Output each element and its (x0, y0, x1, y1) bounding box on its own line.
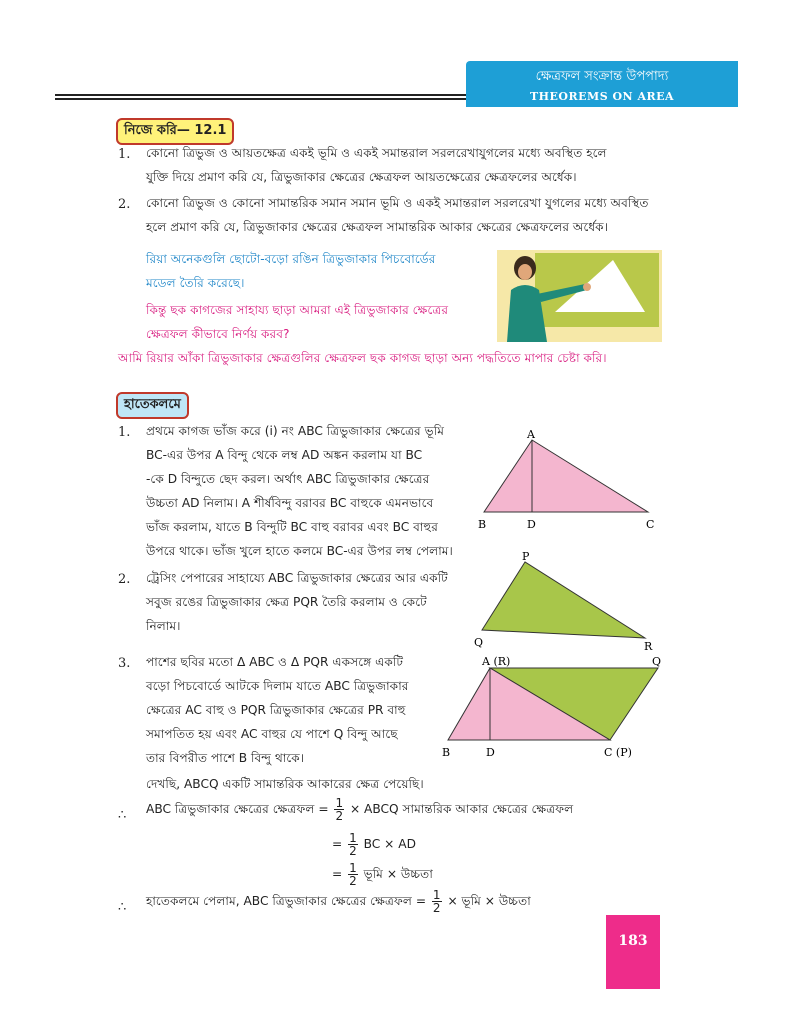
therefore-symbol: ∴ (118, 808, 127, 823)
label-q: Q (474, 636, 484, 649)
handson-item-1-line: উপরে থাকে। ভাঁজ খুলে হাতে কলমে BC-এর উপর লম্ব পেলাম। (146, 544, 453, 558)
item-number: 3. (118, 656, 131, 671)
story-blue-line2: মডেল তৈরি করেছে। (146, 276, 245, 290)
fraction-half (348, 832, 358, 857)
handson-item-2-line: নিলাম। (146, 619, 181, 633)
handson-item-2 (146, 566, 476, 638)
equation-2 (332, 832, 416, 857)
item-number: 1. (118, 425, 131, 440)
chapter-title-bengali: ক্ষেত্রফল সংক্রান্ত উপপাদ্য (535, 69, 669, 84)
label-r: R (644, 640, 653, 652)
page-number: 183 (618, 933, 648, 949)
item-number: 1. (118, 147, 131, 162)
equation-3-right: ভূমি × উচ্চতা (363, 867, 433, 881)
fraction-denominator: 2 (349, 874, 357, 888)
final-equation (146, 889, 531, 914)
handson-item-3-line: সমাপতিত হয় এবং AC বাহুর যে পাশে Q বিন্দু আছে (146, 727, 398, 741)
handson-item-1 (146, 419, 476, 563)
figure-parallelogram-abcq (438, 652, 674, 764)
label-b: B (442, 746, 451, 759)
handson-item-1-line: ভাঁজ করলাম, যাতে B বিন্দুটি BC বাহু বরাবর এবং BC বাহুর (146, 520, 438, 534)
activity-item-1-line1: কোনো ত্রিভুজ ও আয়তক্ষেত্র একই ভূমি ও একই সমান্তরাল সরলরেখাযুগলের মধ্যে অবস্থিত হলে (146, 146, 607, 160)
teacher-illustration (497, 250, 662, 342)
label-c: C (646, 518, 655, 531)
figure-triangle-pqr (470, 550, 670, 652)
fraction-half (432, 889, 442, 914)
story-pink (146, 298, 496, 346)
story-blue-line1: রিয়া অনেকগুলি ছোটো-বড়ো রঙিন ত্রিভুজাকার পিচবোর্ডের (146, 252, 436, 266)
fraction-half (334, 797, 344, 822)
handson-item-3-line: তার বিপরীত পাশে B বিন্দু থাকে। (146, 751, 305, 765)
handson-item-3-line: পাশের ছবির মতো Δ ABC ও Δ PQR একসঙ্গে একটি (146, 655, 403, 669)
page-number-box (606, 915, 660, 989)
label-d: D (527, 518, 536, 531)
equation-1 (146, 797, 573, 822)
therefore-symbol: ∴ (118, 900, 127, 915)
handson-item-1-line: -কে D বিন্দুতে ছেদ করল। অর্থাৎ ABC ত্রিভুজাকার ক্ষেত্রের (146, 472, 430, 486)
label-d: D (486, 746, 495, 759)
story-pink-line1: কিন্তু ছক কাগজের সাহায্য ছাড়া আমরা এই ত্রিভুজাকার ক্ষেত্রের (146, 303, 449, 317)
handson-item-1-line: প্রথমে কাগজ ভাঁজ করে (i) নং ABC ত্রিভুজাকার ক্ষেত্রের ভূমি (146, 424, 444, 438)
fraction-numerator: 1 (432, 888, 441, 902)
observation: দেখছি, ABCQ একটি সামান্তরিক আকারের ক্ষেত্র পেয়েছি। (146, 777, 424, 791)
handson-item-2-line: সবুজ রঙের ত্রিভুজাকার ক্ষেত্র PQR তৈরি করলাম ও কেটে (146, 595, 427, 609)
handson-item-3-line: বড়ো পিচবোর্ডে আটকে দিলাম যাতে ABC ত্রিভুজাকার (146, 679, 409, 693)
chapter-title-english: THEOREMS ON AREA (529, 90, 675, 103)
final-equation-right: × ভূমি × উচ্চতা (447, 894, 531, 908)
equals-sign: = (332, 837, 343, 851)
handson-item-3-line: ক্ষেত্রের AC বাহু ও PQR ত্রিভুজাকার ক্ষেত্রের PR বাহু (146, 703, 406, 717)
label-b: B (478, 518, 487, 531)
story-pink-line2: ক্ষেত্রফল কীভাবে নির্ণয় করব? (146, 327, 290, 341)
label-a: A (527, 428, 535, 441)
figure-triangle-abc (470, 428, 670, 540)
fraction-denominator: 2 (349, 844, 357, 858)
fraction-numerator: 1 (349, 831, 357, 845)
chapter-header (466, 61, 738, 107)
activity-tag: নিজে করি— 12.1 (116, 118, 234, 145)
label-a-r: A (R) (482, 655, 511, 668)
activity-item-1 (146, 141, 706, 189)
label-q: Q (652, 655, 662, 668)
equation-1-right: × ABCQ সামান্তরিক আকার ক্ষেত্রের ক্ষেত্রফল (349, 802, 574, 816)
label-p: P (522, 550, 530, 563)
equation-3 (332, 862, 433, 887)
handson-item-1-line: BC-এর উপর A বিন্দু থেকে লম্ব AD অঙ্কন করলাম যা BC (146, 448, 423, 462)
item-number: 2. (118, 197, 131, 212)
fraction-half (348, 862, 358, 887)
activity-item-2-line2: হলে প্রমাণ করি যে, ত্রিভুজাকার ক্ষেত্রের ক্ষেত্রফল সামান্তরিক আকার ক্ষেত্রের ক্ষেত্রফলের অর্ধেক। (146, 220, 609, 234)
fraction-numerator: 1 (349, 861, 357, 875)
handson-tag: হাতেকলমে (116, 392, 189, 419)
equals-sign: = (332, 867, 343, 881)
activity-item-1-line2: যুক্তি দিয়ে প্রমাণ করি যে, ত্রিভুজাকার ক্ষেত্রের ক্ষেত্রফল আয়তক্ষেত্রের ক্ষেত্রফলের অর্ধেক। (146, 170, 577, 184)
final-equation-left: হাতেকলমে পেলাম, ABC ত্রিভুজাকার ক্ষেত্রের ক্ষেত্রফল = (146, 894, 427, 908)
handson-item-3 (146, 650, 446, 770)
equation-1-left: ABC ত্রিভুজাকার ক্ষেত্রের ক্ষেত্রফল = (146, 802, 329, 816)
item-number: 2. (118, 572, 131, 587)
fraction-denominator: 2 (335, 809, 344, 823)
activity-item-2-line1: কোনো ত্রিভুজ ও কোনো সামান্তরিক সমান সমান ভূমি ও একই সমান্তরাল সরলরেখা যুগলের মধ্যে অবস্থিত (146, 196, 649, 210)
header-rule (55, 94, 467, 104)
label-c-p: C (P) (604, 746, 632, 759)
story-blue (146, 247, 496, 295)
fraction-numerator: 1 (335, 796, 344, 810)
fraction-denominator: 2 (432, 901, 441, 915)
handson-item-1-line: উচ্চতা AD নিলাম। A শীর্ষবিন্দু বরাবর BC বাহুকে এমনভাবে (146, 496, 434, 510)
story-pink-line3: আমি রিয়ার আঁকা ত্রিভুজাকার ক্ষেত্রগুলির ক্ষেত্রফল ছক কাগজ ছাড়া অন্য পদ্ধতিতে মাপার চেষ্টা করি। (118, 351, 607, 365)
equation-2-right: BC × AD (363, 837, 416, 851)
activity-item-2 (146, 191, 706, 239)
handson-item-2-line: ট্রেসিং পেপারের সাহায্যে ABC ত্রিভুজাকার ক্ষেত্রের আর একটি (146, 571, 448, 585)
